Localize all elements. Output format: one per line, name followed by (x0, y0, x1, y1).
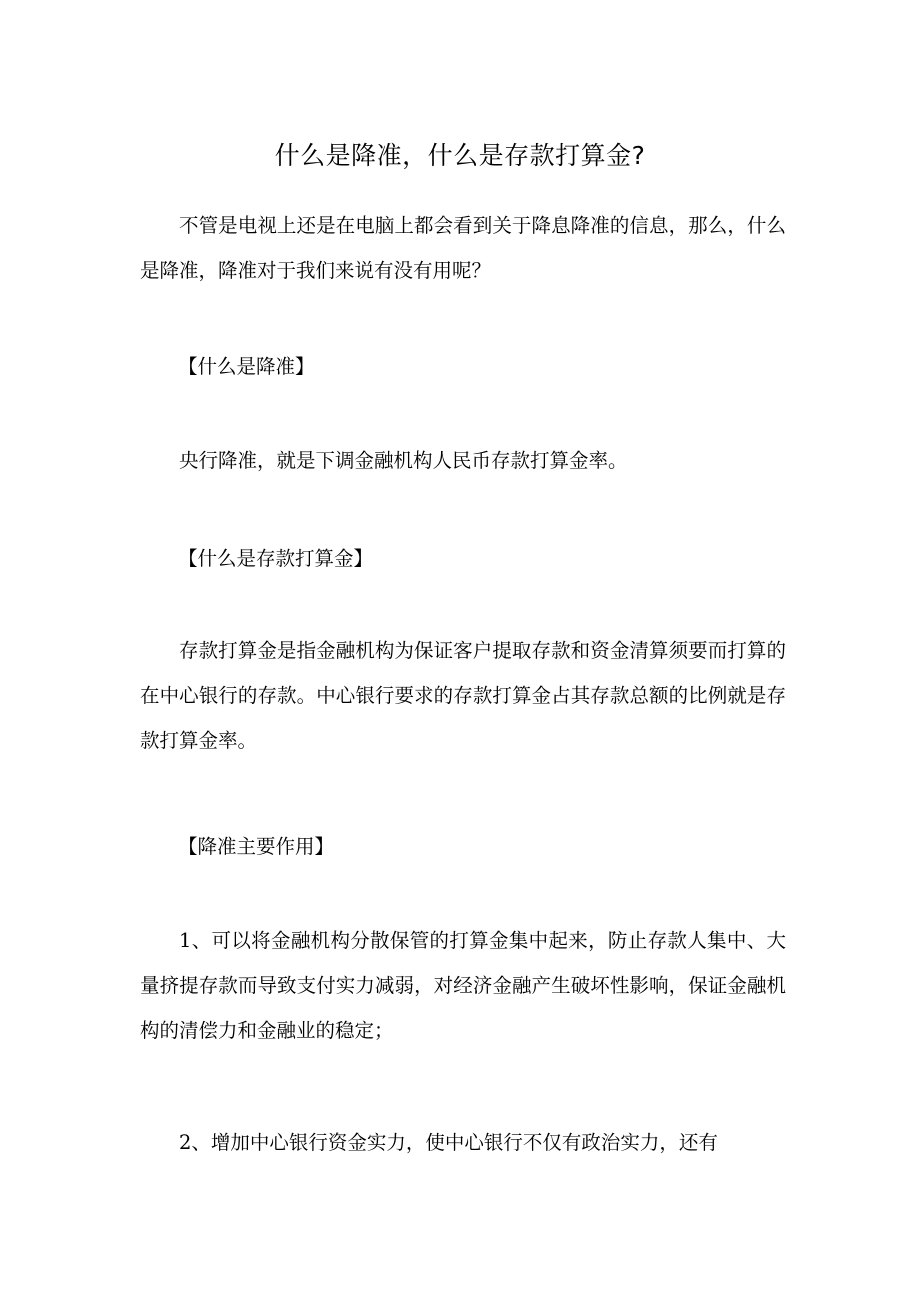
section-body-what-is-reserve: 存款打算金是指金融机构为保证客户提取存款和资金清算须要而打算的在中心银行的存款。中心银行要求的存款打算金占其存款总额的比例就是存款打算金率。 (140, 639, 786, 752)
section-heading-main-effects: 【降准主要作用】 (178, 835, 335, 858)
section-body-what-is-rrr-cut: 央行降准，就是下调金融机构人民币存款打算金率。 (179, 449, 628, 472)
intro-paragraph: 不管是电视上还是在电脑上都会看到关于降息降准的信息，那么，什么是降准，降准对于我们来说有没有用呢？ (140, 214, 786, 282)
section-heading-what-is-rrr-cut: 【什么是降准】 (178, 355, 315, 378)
section-heading-what-is-reserve: 【什么是存款打算金】 (178, 547, 374, 570)
document-title: 什么是降准，什么是存款打算金? (274, 141, 646, 170)
effect-point-1: 1、可以将金融机构分散保管的打算金集中起来，防止存款人集中、大量挤提存款而导致支付实力减弱，对经济金融产生破坏性影响，保证金融机构的清偿力和金融业的稳定； (140, 929, 786, 1042)
effect-point-2: 2、增加中心银行资金实力，使中心银行不仅有政治实力，还有 (179, 1131, 718, 1154)
